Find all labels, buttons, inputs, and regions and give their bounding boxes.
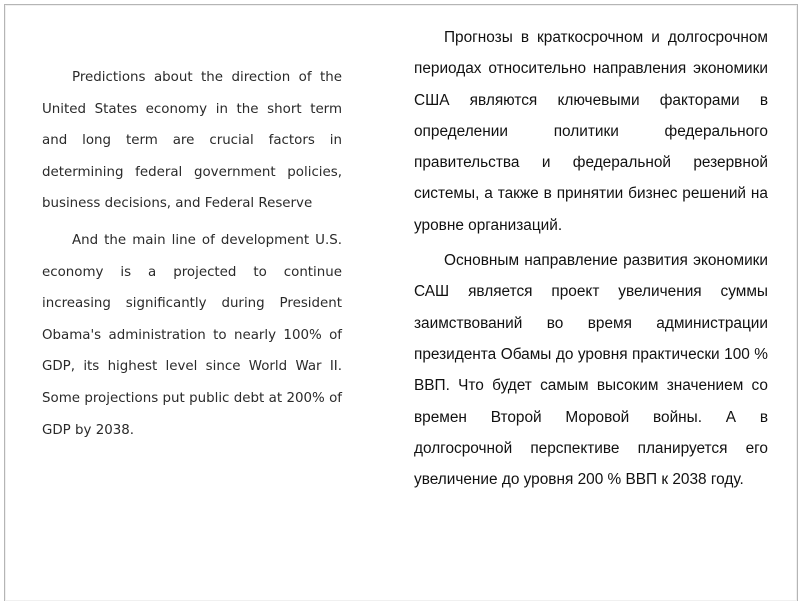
english-paragraph-2: And the main line of development U.S. economy is a projected to continue increasing significantly during President Obama's administration to nearly 100% of GDP, its highest level since World War II. Some projections put public debt at 200% of GDP by 2038. (42, 232, 342, 438)
russian-paragraph-1: Прогнозы в краткосрочном и долгосрочном периодах относительно направления экономики США являются ключевыми факторами в определении политики федерального правительства и федеральной резервной системы, а также в принятии бизнес решений на уровне организаций. (414, 29, 768, 234)
english-text-column (42, 62, 342, 446)
english-paragraph-1: Predictions about the direction of the United States economy in the short term and long term are crucial factors in determining federal government policies, business decisions, and Federal Reserve (42, 70, 342, 212)
russian-text-column (414, 22, 768, 495)
russian-paragraph-2: Основным направление развития экономики САШ является проект увеличения суммы заимствований во время администрации президента Обамы до уровня практически 100 % ВВП. Что будет самым высоким значением со времен Второй Моровой войны. А в долгосрочной перспективе планируется его увеличение до уровня 200 % ВВП к 2038 году. (414, 252, 768, 489)
